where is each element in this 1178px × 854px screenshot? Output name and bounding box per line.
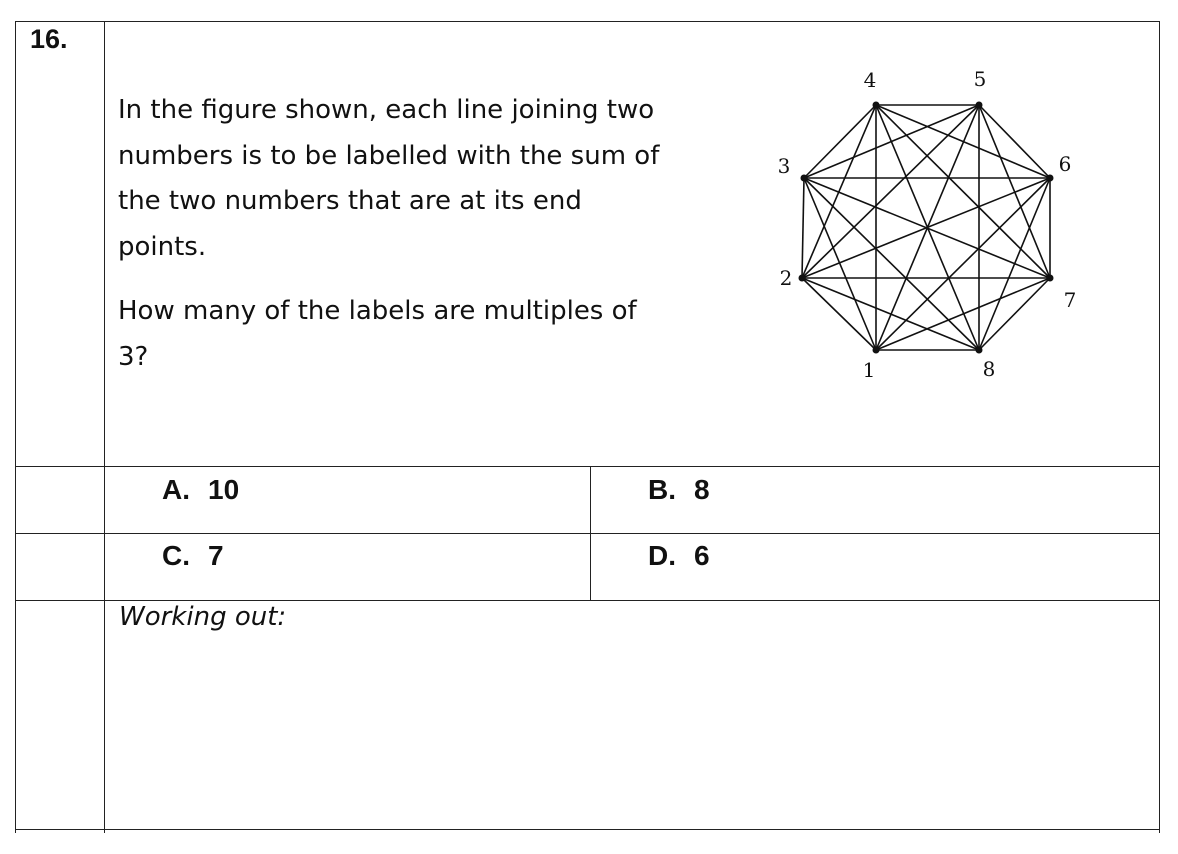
option-letter: C. [162, 540, 190, 571]
question-line: In the figure shown, each line joining two [118, 95, 655, 125]
option-c[interactable] [162, 540, 224, 572]
figure-edge [804, 105, 876, 178]
figure-edges [802, 105, 1050, 350]
figure-vertex-label: 2 [779, 266, 793, 290]
figure-edge [876, 178, 1050, 350]
figure-vertex-label: 4 [863, 68, 877, 92]
option-value: 10 [208, 474, 240, 505]
figure-vertex [976, 102, 983, 109]
figure-edge [802, 278, 876, 350]
question-line: 3? [118, 341, 149, 372]
option-value: 6 [694, 540, 710, 571]
option-d[interactable] [648, 540, 710, 572]
figure-edge [802, 105, 979, 278]
option-value: 7 [208, 540, 224, 571]
figure-vertex [976, 347, 983, 354]
figure-edge [979, 178, 1050, 350]
figure-vertex [873, 347, 880, 354]
option-letter: B. [648, 474, 676, 505]
figure-vertex [799, 275, 806, 282]
figure-vertex [1047, 175, 1054, 182]
figure-vertex-label: 1 [862, 358, 876, 382]
option-letter: D. [648, 540, 676, 571]
option-letter: A. [162, 474, 190, 505]
working-out-label: Working out: [119, 602, 287, 632]
figure-edge [804, 178, 979, 350]
figure-edge [979, 105, 1050, 178]
figure-vertex-label: 7 [1063, 288, 1077, 312]
figure-vertex [1047, 275, 1054, 282]
question-line: numbers is to be labelled with the sum of [118, 140, 660, 171]
figure-edge [876, 105, 1050, 278]
figure-edge [979, 278, 1050, 350]
figure-vertex [873, 102, 880, 109]
figure-vertex-label: 5 [973, 67, 987, 91]
question-number: 16. [30, 24, 68, 54]
option-value: 8 [694, 474, 710, 505]
question-line: points. [118, 231, 207, 262]
figure-edge [804, 178, 876, 350]
option-b[interactable] [648, 474, 710, 506]
figure-vertex-label: 6 [1058, 152, 1072, 176]
question-line: How many of the labels are multiples of [118, 296, 637, 326]
question-line: the two numbers that are at its end [118, 186, 582, 216]
figure-vertex-label: 3 [777, 154, 791, 178]
figure-vertex [801, 175, 808, 182]
figure-edge [979, 105, 1050, 278]
option-a[interactable] [162, 474, 239, 506]
figure-edge [802, 178, 804, 278]
figure-vertex-label: 8 [982, 357, 996, 381]
